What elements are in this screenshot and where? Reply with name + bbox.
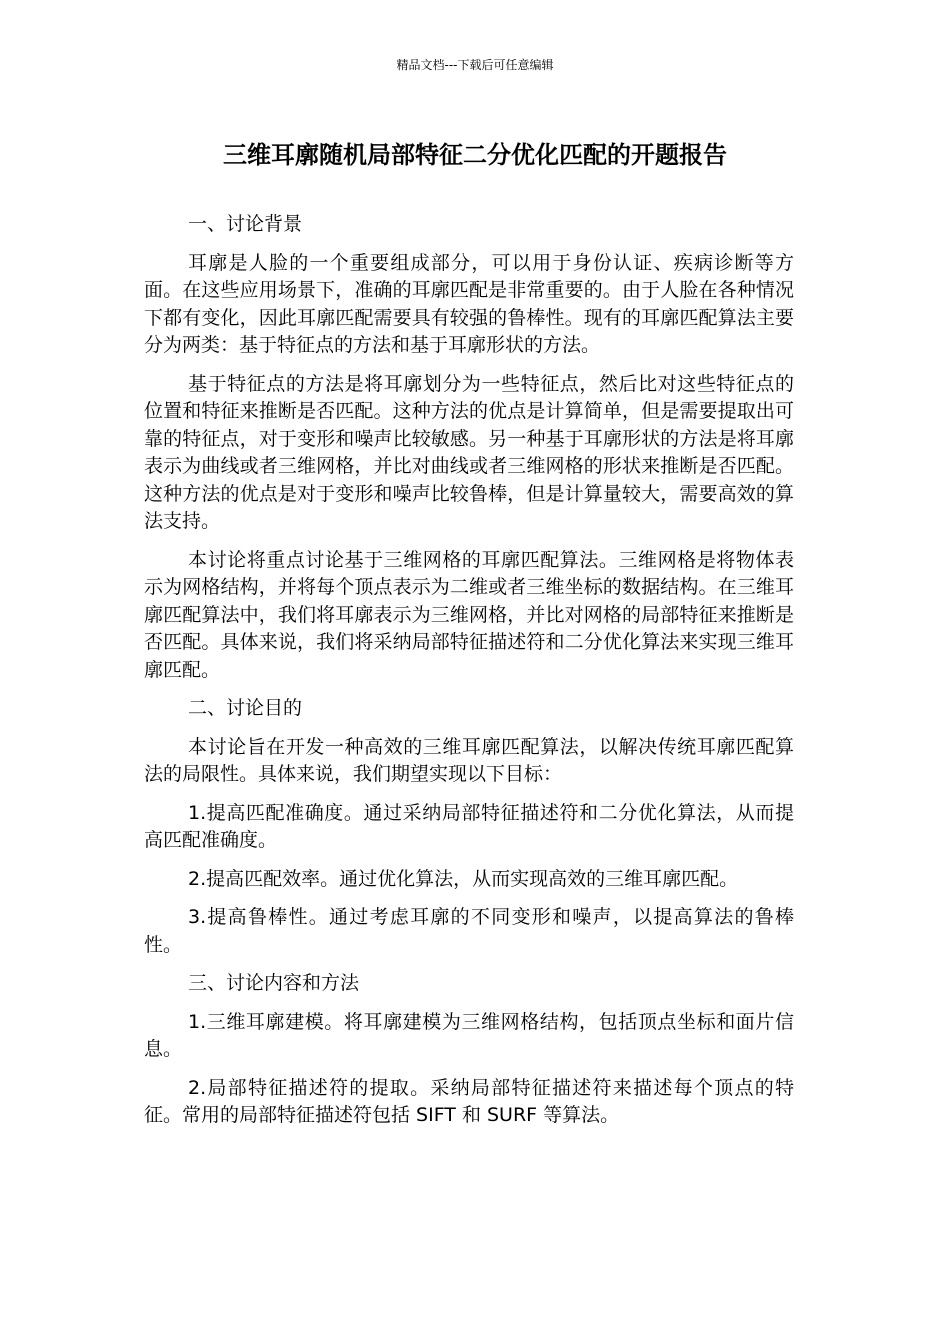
paragraph: 本讨论旨在开发一种高效的三维耳廓匹配算法，以解决传统耳廓匹配算法的局限性。具体来说，我们期望实现以下目标：: [144, 735, 794, 785]
section-heading-purpose: 二、讨论目的: [188, 697, 303, 719]
document-title: 三维耳廓随机局部特征二分优化匹配的开题报告: [223, 141, 727, 169]
paragraph: 基于特征点的方法是将耳廓划分为一些特征点，然后比对这些特征点的位置和特征来推断是否匹配。这种方法的优点是计算简单，但是需要提取出可靠的特征点，对于变形和噪声比较敏感。另一种基于耳廓形状的方法是将耳廓表示为曲线或者三维网格，并比对曲线或者三维网格的形状来推断是否匹配。这种方法的优点是对于变形和噪声比较鲁棒，但是计算量较大，需要高效的算法支持。: [144, 372, 794, 532]
page-header: 精品文档---下载后可任意编辑: [396, 58, 554, 72]
section-heading-content-method: 三、讨论内容和方法: [188, 972, 360, 994]
paragraph: 耳廓是人脸的一个重要组成部分，可以用于身份认证、疾病诊断等方面。在这些应用场景下，准确的耳廓匹配是非常重要的。由于人脸在各种情况下都有变化，因此耳廓匹配需要具有较强的鲁棒性。现有的耳廓匹配算法主要分为两类：基于特征点的方法和基于耳廓形状的方法。: [144, 251, 794, 356]
list-item: 3.提高鲁棒性。通过考虑耳廓的不同变形和噪声，以提高算法的鲁棒性。: [144, 906, 794, 956]
list-item: 1.三维耳廓建模。将耳廓建模为三维网格结构，包括顶点坐标和面片信息。: [144, 1010, 794, 1060]
paragraph: 本讨论将重点讨论基于三维网格的耳廓匹配算法。三维网格是将物体表示为网格结构，并将每个顶点表示为二维或者三维坐标的数据结构。在三维耳廓匹配算法中，我们将耳廓表示为三维网格，并比对网格的局部特征来推断是否匹配。具体来说，我们将采纳局部特征描述符和二分优化算法来实现三维耳廓匹配。: [144, 548, 794, 681]
list-item: 1.提高匹配准确度。通过采纳局部特征描述符和二分优化算法，从而提高匹配准确度。: [144, 801, 794, 851]
list-item: 2.局部特征描述符的提取。采纳局部特征描述符来描述每个顶点的特征。常用的局部特征描述符包括 SIFT 和 SURF 等算法。: [144, 1076, 794, 1126]
document-body: [144, 211, 794, 1141]
list-item: 2.提高匹配效率。通过优化算法，从而实现高效的三维耳廓匹配。: [188, 867, 739, 890]
section-heading-background: 一、讨论背景: [188, 213, 303, 235]
